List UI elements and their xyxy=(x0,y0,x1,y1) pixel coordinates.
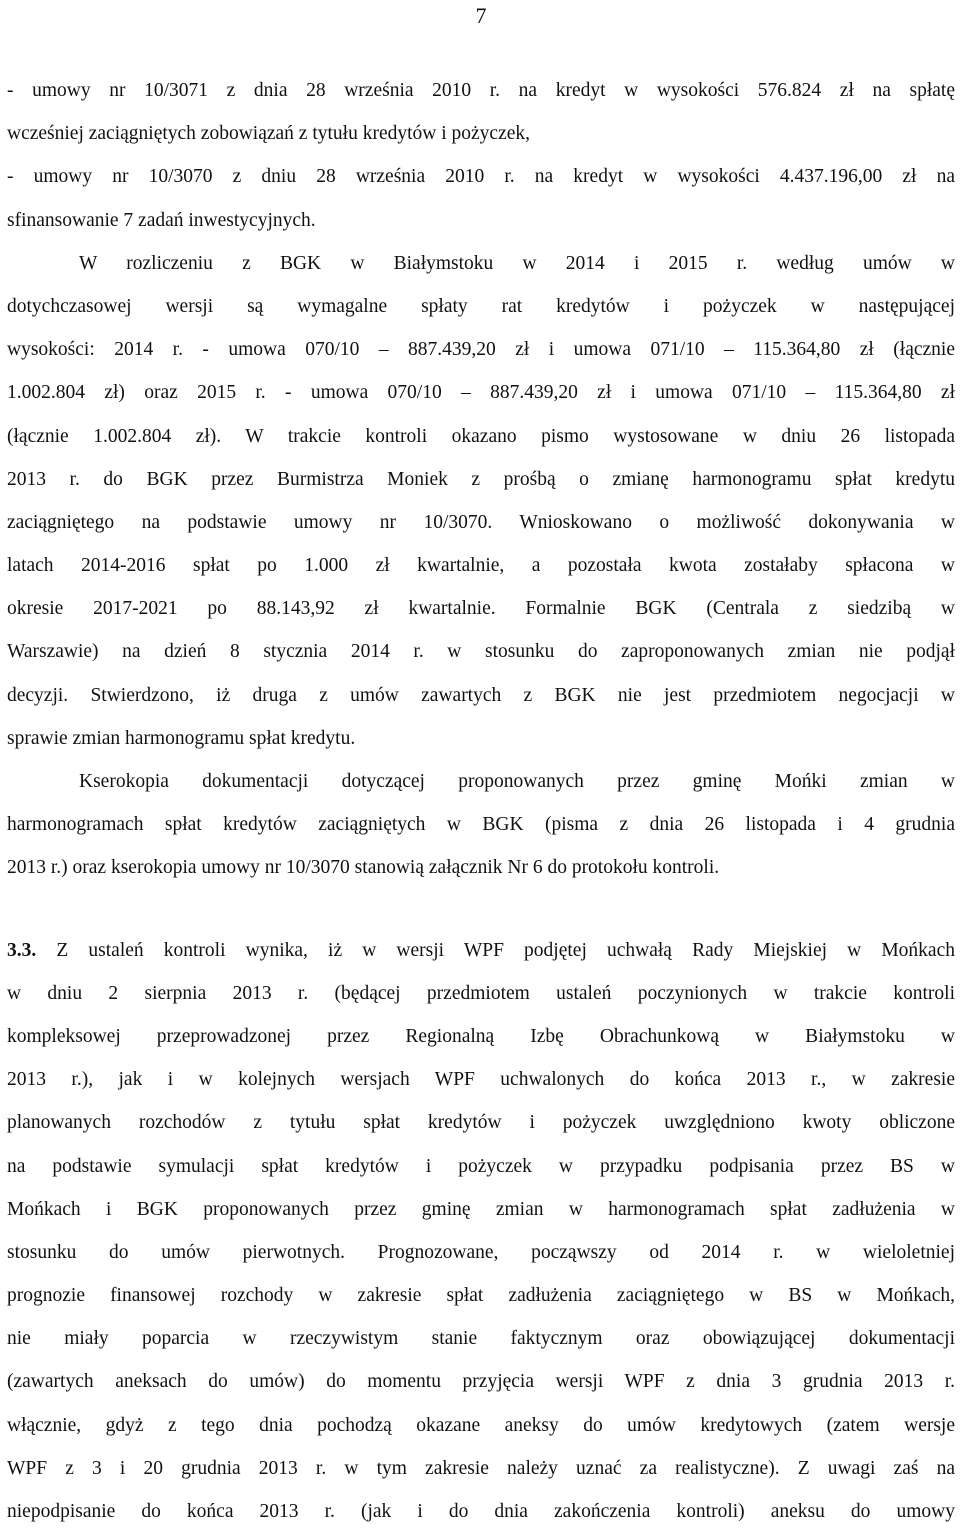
text-line: stosunku do umów pierwotnych. Prognozowane, począwszy od 2014 r. w wieloletniej xyxy=(7,1241,955,1263)
text-line: 1.002.804 zł) oraz 2015 r. - umowa 070/10 – 887.439,20 zł i umowa 071/10 – 115.364,80 zł xyxy=(7,382,955,404)
section-first-line-text: Z ustaleń kontroli wynika, iż w wersji WPF podjętej uchwałą Rady Miejskiej w Mońkach xyxy=(36,939,955,961)
text-line: w dniu 2 sierpnia 2013 r. (będącej przedmiotem ustaleń poczynionych w trakcie kontroli xyxy=(7,982,955,1004)
text-line: dotychczasowej wersji są wymagalne spłaty rat kredytów i pożyczek w następującej xyxy=(7,295,955,317)
text-line: Kserokopia dokumentacji dotyczącej proponowanych przez gminę Mońki zmian w xyxy=(79,771,955,792)
text-line: (zawartych aneksach do umów) do momentu przyjęcia wersji WPF z dnia 3 grudnia 2013 r. xyxy=(7,1371,955,1393)
text-line: sfinansowanie 7 zadań inwestycyjnych. xyxy=(7,209,316,231)
text-line: Mońkach i BGK proponowanych przez gminę zmian w harmonogramach spłat zadłużenia w xyxy=(7,1198,955,1220)
text-line: na podstawie symulacji spłat kredytów i pożyczek w przypadku podpisania przez BS w xyxy=(7,1155,955,1177)
section-3-3 xyxy=(7,929,955,1534)
text-line: planowanych rozchodów z tytułu spłat kredytów i pożyczek uwzględniono kwoty obliczone xyxy=(7,1112,955,1134)
paragraph-attachment-note xyxy=(7,760,955,890)
text-line: 2013 r. do BGK przez Burmistrza Moniek z prośbą o zmianę harmonogramu spłat kredytu xyxy=(7,468,955,490)
text-line: latach 2014-2016 spłat po 1.000 zł kwartalnie, a pozostała kwota zostałaby spłacona w xyxy=(7,555,955,577)
text-line: prognozie finansowej rozchody w zakresie spłat zadłużenia zaciągniętego w BS w Mońkach, xyxy=(7,1285,955,1307)
text-line: kompleksowej przeprowadzonej przez Regionalną Izbę Obrachunkową w Białymstoku w xyxy=(7,1025,955,1047)
text-line: niepodpisanie do końca 2013 r. (jak i do dnia zakończenia kontroli) aneksu do umowy xyxy=(7,1501,955,1522)
text-line xyxy=(7,929,955,972)
text-line: - umowy nr 10/3070 z dniu 28 września 2010 r. na kredyt w wysokości 4.437.196,00 zł na xyxy=(7,166,955,188)
paragraph-loans xyxy=(7,69,955,760)
section-number: 3.3. xyxy=(7,939,37,961)
text-line: Warszawie) na dzień 8 stycznia 2014 r. w stosunku do zaproponowanych zmian nie podjął xyxy=(7,641,955,663)
document-body xyxy=(7,69,955,1533)
text-line: sprawie zmian harmonogramu spłat kredytu. xyxy=(7,727,356,749)
text-line: okresie 2017-2021 po 88.143,92 zł kwartalnie. Formalnie BGK (Centrala z siedzibą w xyxy=(7,598,955,620)
text-line: 2013 r.) oraz kserokopia umowy nr 10/3070 stanowią załącznik Nr 6 do protokołu kontroli. xyxy=(7,857,720,879)
text-line: decyzji. Stwierdzono, iż druga z umów zawartych z BGK nie jest przedmiotem negocjacji w xyxy=(7,684,955,706)
text-line: zaciągniętego na podstawie umowy nr 10/3070. Wnioskowano o możliwość dokonywania w xyxy=(7,511,955,533)
text-line: - umowy nr 10/3071 z dnia 28 września 2010 r. na kredyt w wysokości 576.824 zł na spłatę xyxy=(7,80,955,101)
text-line: WPF z 3 i 20 grudnia 2013 r. w tym zakresie należy uznać za realistyczne). Z uwagi zaś na xyxy=(7,1457,955,1479)
text-line: W rozliczeniu z BGK w Białymstoku w 2014 i 2015 r. według umów w xyxy=(79,252,955,274)
text-line: 2013 r.), jak i w kolejnych wersjach WPF uchwalonych do końca 2013 r., w zakresie xyxy=(7,1069,955,1091)
text-line: wcześniej zaciągniętych zobowiązań z tytułu kredytów i pożyczek, xyxy=(7,123,531,145)
text-line: włącznie, gdyż z tego dnia pochodzą okazane aneksy do umów kredytowych (zatem wersje xyxy=(7,1414,955,1436)
paragraph-spacer xyxy=(7,890,955,929)
text-line: harmonogramach spłat kredytów zaciągniętych w BGK (pisma z dnia 26 listopada i 4 grudnia xyxy=(7,814,955,836)
page-number: 7 xyxy=(475,3,487,28)
text-line: nie miały poparcia w rzeczywistym stanie faktycznym oraz obowiązującej dokumentacji xyxy=(7,1328,955,1350)
text-line: wysokości: 2014 r. - umowa 070/10 – 887.439,20 zł i umowa 071/10 – 115.364,80 zł (łącznie xyxy=(7,339,955,361)
text-line: (łącznie 1.002.804 zł). W trakcie kontroli okazano pismo wystosowane w dniu 26 listopada xyxy=(7,425,955,447)
